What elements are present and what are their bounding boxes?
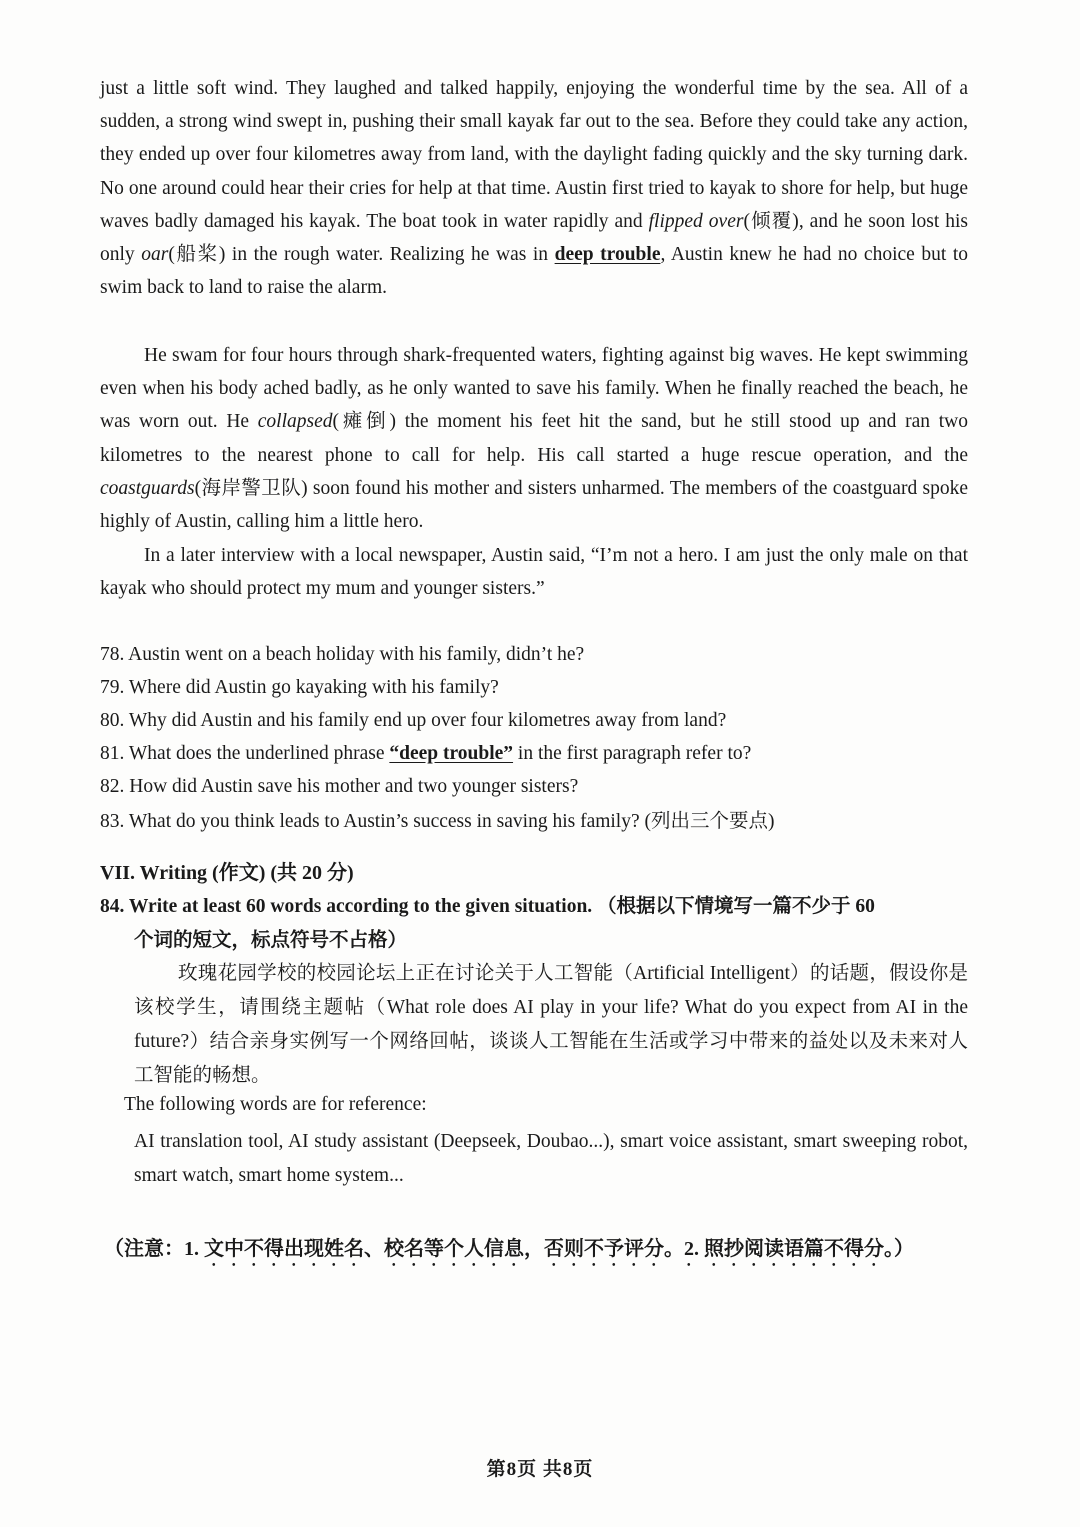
question-81: 81. What does the underlined phrase “deep trouble” in the first paragraph refer to? xyxy=(100,743,752,764)
passage-paragraph-3: In a later interview with a local newspaper, Austin said, “I’m not a hero. I am just the only male on that kayak who should protect my mum and younger sisters.” xyxy=(100,545,968,600)
question-80: 80. Why did Austin and his family end up over four kilometres away from land? xyxy=(100,710,727,731)
question-83: 83. What do you think leads to Austin’s success in saving his family? (列出三个要点) xyxy=(100,811,775,832)
section-heading-writing: VII. Writing (作文) (共 20 分) xyxy=(100,862,354,884)
writing-task-84: 84. Write at least 60 words according to the given situation. （根据以下情境写一篇不少于 60 个词的短文，标点符号不占格） xyxy=(100,896,875,951)
passage-paragraph-2: He swam for four hours through shark-frequented waters, fighting against big waves. He kept swimming even when his body ached badly, as he only wanted to save his family. When he finally reached the beach, he was worn out. He collapsed(瘫倒) the moment his feet hit the sand, but he still stood up and ran two kilometres to the nearest phone to call for help. His call started a huge rescue operation, and the coastguards(海岸警卫队) soon found his mother and sisters unharmed. The members of the coastguard spoke highly of Austin, calling him a little hero. xyxy=(100,345,968,533)
question-82: 82. How did Austin save his mother and two younger sisters? xyxy=(100,776,579,797)
underlined-phrase-ref: “deep trouble” xyxy=(389,743,514,764)
reference-label: The following words are for reference: xyxy=(124,1094,427,1115)
underlined-phrase-deep-trouble: deep trouble xyxy=(554,244,661,266)
glossed-word-coastguards: coastguards xyxy=(100,477,195,499)
question-79: 79. Where did Austin go kayaking with his family? xyxy=(100,677,499,698)
passage-paragraph-1: just a little soft wind. They laughed and talked happily, enjoying the wonderful time by the sea. All of a sudden, a strong wind swept in, pushing their small kayak far out to the sea. Before they could take any action, they ended up over four kilometres away from land, with the daylight fading quickly and the sky turning dark. No one around could hear their cries for help at that time. Austin first tried to kayak to shore for help, but huge waves badly damaged his kayak. The boat took in water rapidly and flipped over(倾覆), and he soon lost his only oar(船桨) in the rough water. Realizing he was in deep trouble, Austin knew he had no choice but to swim back to land to raise the alarm. xyxy=(100,78,969,299)
reference-words: AI translation tool, AI study assistant (Deepseek, Doubao...), smart voice assistant, smart sweeping robot, smart watch, smart home system... xyxy=(134,1131,968,1186)
page-number: 第8页 共8页 xyxy=(486,1459,594,1480)
glossed-word-oar: oar xyxy=(141,244,169,266)
attention-note: （注意：1. 文中不得出现姓名、校名等个人信息，否则不予评分。2. 照抄阅读语篇不得分。） xyxy=(104,1238,914,1260)
glossed-word-collapsed: collapsed xyxy=(257,411,333,433)
question-78: 78. Austin went on a beach holiday with his family, didn’t he? xyxy=(100,644,585,665)
glossed-word-flipped-over: flipped over xyxy=(648,210,744,232)
writing-situation: 玫瑰花园学校的校园论坛上正在讨论关于人工智能（Artificial Intelligent）的话题，假设你是该校学生，请围绕主题帖（What role does AI play in your life? What do you expect from AI in the future?）结合亲身实例写一个网络回帖，谈谈人工智能在生活或学习中带来的益处以及未来对人工智能的畅想。 xyxy=(134,963,968,1086)
